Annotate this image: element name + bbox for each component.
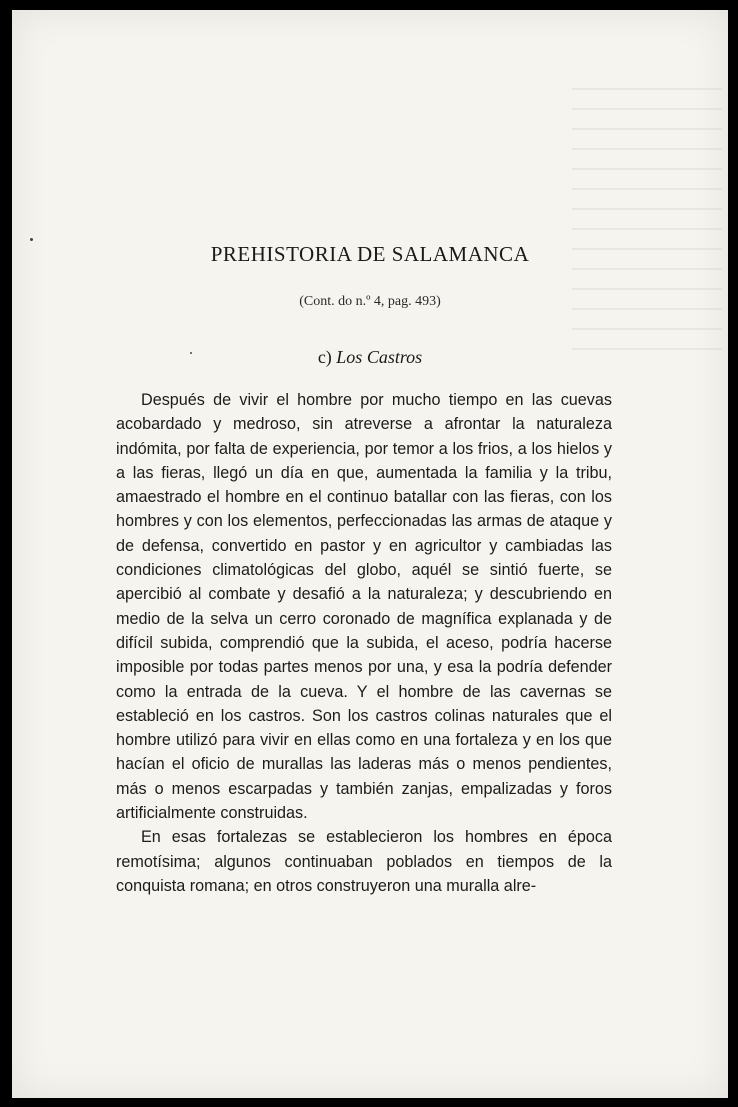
section-title: Los Castros [336, 347, 423, 367]
paper-speck [30, 238, 33, 241]
page-title: PREHISTORIA DE SALAMANCA [210, 242, 530, 266]
paragraph-1: Después de vivir el hombre por mucho tiempo en las cuevas acobardado y medroso, sin atreverse a afrontar la naturaleza indómita, por falta de experiencia, por temor a los frios, a los hielos y a las fieras, llegó un día en que, aumentada la familia y la tribu, amaestrado el hombre en el continuo batallar con las fieras, con los hombres y con los elementos, perfeccionadas las armas de ataque y de defensa, convertido en pastor y en agricultor y cambiadas las condiciones climatológicas del globo, aquél se sintió fuerte, se apercibió al combate y desafió a la naturaleza; y descubriendo en medio de la selva un cerro coronado de magnífica explanada y de difícil subida, comprendió que la subida, el aceso, podría hacerse imposible por todas partes menos por una, y esa la podría defender como la entrada de la cueva. Y el hombre de las cavernas se estableció en los castros. Son los castros colinas naturales que el hombre utilizó para vivir en ellas como en una fortaleza y en los que hacían el oficio de murallas las laderas más o menos pendientes, más o menos escarpadas y también zanjas, empalizadas y foros artificialmente construidas. [116, 391, 612, 823]
paragraph-2: En esas fortalezas se establecieron los hombres en época remotísima; algunos continuaban poblados en tiempos de la conquista romana; en otros construyeron una muralla alre- [116, 828, 612, 895]
document-page [12, 10, 728, 1098]
body-text [116, 388, 612, 898]
section-heading [12, 347, 728, 368]
section-marker: c) [317, 347, 332, 367]
continuation-note: (Cont. do n.º 4, pag. 493) [299, 294, 441, 309]
